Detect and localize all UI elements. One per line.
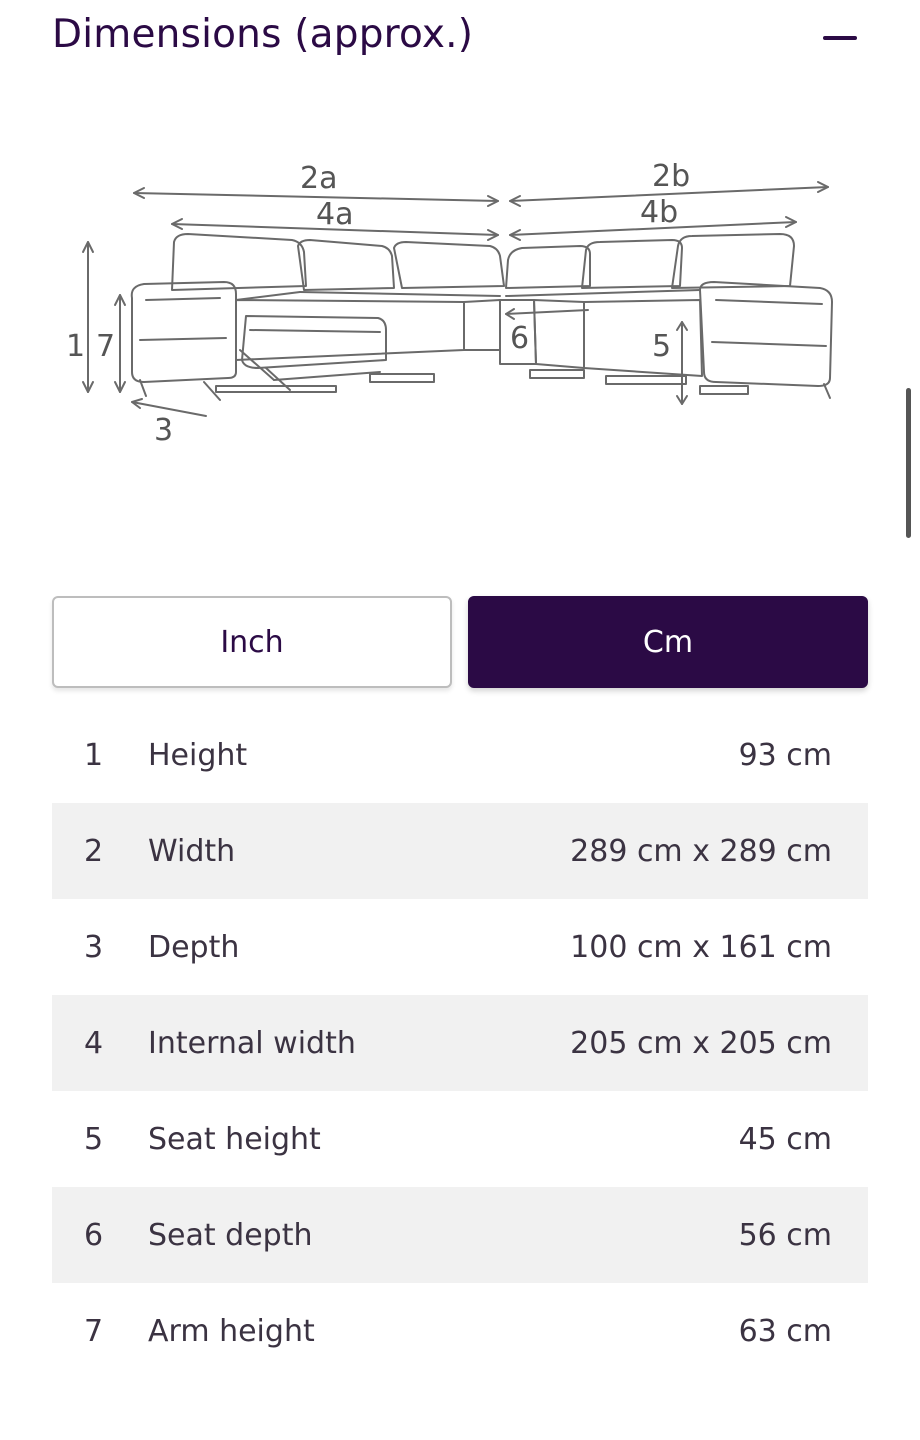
scrollbar-thumb[interactable] bbox=[906, 388, 911, 538]
row-label: Depth bbox=[148, 929, 240, 965]
corner-sofa-illustration bbox=[60, 150, 850, 450]
table-row bbox=[52, 1283, 868, 1379]
table-row bbox=[52, 995, 868, 1091]
row-label: Height bbox=[148, 737, 248, 773]
diagram-label-7: 7 bbox=[96, 329, 116, 364]
table-row bbox=[52, 1187, 868, 1283]
row-value: 63 cm bbox=[738, 1313, 832, 1349]
row-number: 2 bbox=[84, 833, 104, 869]
row-number: 3 bbox=[84, 929, 104, 965]
row-label: Width bbox=[148, 833, 236, 869]
row-number: 7 bbox=[84, 1313, 104, 1349]
row-value: 205 cm x 205 cm bbox=[570, 1025, 832, 1061]
scrollbar[interactable] bbox=[904, 388, 912, 538]
row-value: 100 cm x 161 cm bbox=[570, 929, 832, 965]
row-number: 5 bbox=[84, 1121, 104, 1157]
row-number: 1 bbox=[84, 737, 104, 773]
unit-cm-button[interactable]: Cm bbox=[468, 596, 868, 688]
diagram-label-2b: 2b bbox=[652, 159, 691, 194]
diagram-label-4b: 4b bbox=[640, 195, 679, 230]
diagram-label-2a: 2a bbox=[300, 161, 338, 196]
diagram-label-4a: 4a bbox=[316, 197, 354, 232]
diagram-label-6: 6 bbox=[510, 321, 530, 356]
row-value: 56 cm bbox=[738, 1217, 832, 1253]
row-label: Internal width bbox=[148, 1025, 356, 1061]
row-label: Seat depth bbox=[148, 1217, 313, 1253]
section-title: Dimensions (approx.) bbox=[52, 12, 474, 57]
dimensions-table bbox=[52, 707, 868, 1379]
row-label: Seat height bbox=[148, 1121, 321, 1157]
diagram-label-5: 5 bbox=[652, 329, 672, 364]
unit-inch-button[interactable]: Inch bbox=[52, 596, 452, 688]
row-value: 93 cm bbox=[738, 737, 832, 773]
collapse-button[interactable] bbox=[816, 20, 864, 60]
diagram-label-1: 1 bbox=[66, 329, 86, 364]
sofa-dimension-diagram bbox=[60, 150, 850, 450]
row-number: 6 bbox=[84, 1217, 104, 1253]
table-row bbox=[52, 803, 868, 899]
row-value: 289 cm x 289 cm bbox=[570, 833, 832, 869]
table-row bbox=[52, 1091, 868, 1187]
row-number: 4 bbox=[84, 1025, 104, 1061]
row-value: 45 cm bbox=[738, 1121, 832, 1157]
diagram-label-3: 3 bbox=[154, 413, 174, 448]
minus-icon bbox=[823, 36, 857, 40]
table-row bbox=[52, 899, 868, 995]
row-label: Arm height bbox=[148, 1313, 315, 1349]
table-row bbox=[52, 707, 868, 803]
